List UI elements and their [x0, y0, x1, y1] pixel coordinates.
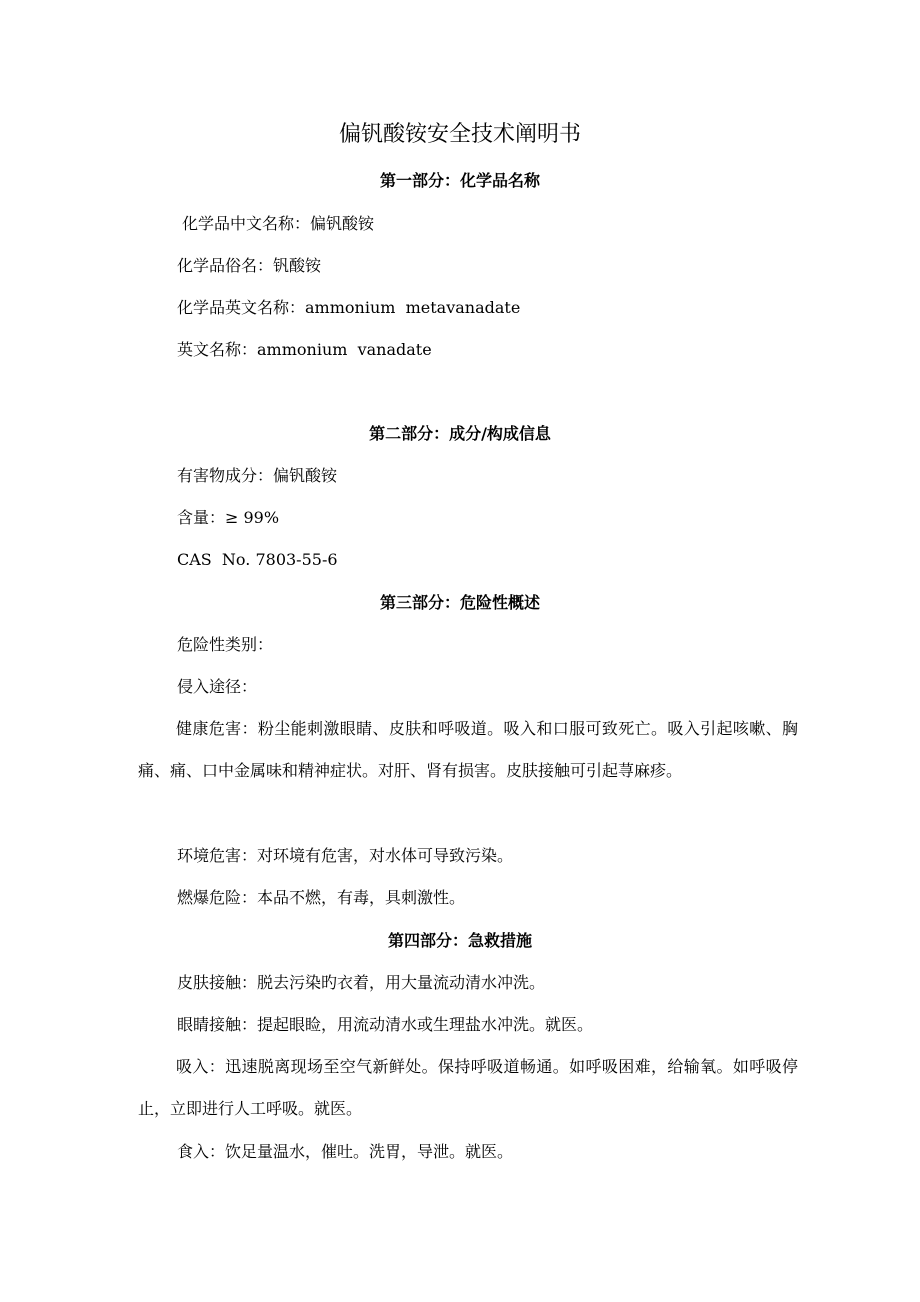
- cas-number-line: CAS No. 7803-55-6: [177, 550, 338, 569]
- ingestion-line: 食入：饮足量温水，催吐。洗胃，导泄。就医。: [177, 1142, 514, 1161]
- section-4-heading: 第四部分：急救措施: [387, 931, 532, 950]
- section-1-heading: 第一部分：化学品名称: [379, 171, 540, 190]
- health-hazard-paragraph: 健康危害：粉尘能刺激眼睛、皮肤和呼吸道。吸入和口服可致死亡。吸入引起咳嗽、胸痛、痛、口中金属味和精神症状。对肝、肾有损害。皮肤接触可引起荨麻疹。: [138, 719, 798, 780]
- entry-route-line: 侵入途径：: [177, 677, 258, 696]
- section-3-heading: 第三部分：危险性概述: [379, 593, 540, 612]
- skin-contact-line: 皮肤接触：脱去污染旳衣着，用大量流动清水冲洗。: [177, 973, 546, 992]
- english-name-line: 化学品英文名称：ammonium metavanadate: [177, 298, 521, 317]
- environment-hazard-line: 环境危害：对环境有危害，对水体可导致污染。: [177, 846, 514, 865]
- explosion-hazard-line: 燃爆危险：本品不燃，有毒，具刺激性。: [177, 888, 466, 907]
- section-2-heading: 第二部分：成分/构成信息: [369, 424, 551, 443]
- inhalation-paragraph: 吸入：迅速脱离现场至空气新鲜处。保持呼吸道畅通。如呼吸困难，给输氧。如呼吸停止，立即进行人工呼吸。就医。: [138, 1057, 798, 1118]
- chinese-name-line: 化学品中文名称：偏钒酸铵: [182, 214, 375, 233]
- eye-contact-line: 眼睛接触：提起眼睑，用流动清水或生理盐水冲洗。就医。: [177, 1015, 594, 1034]
- document-title: 偏钒酸铵安全技术阐明书: [338, 122, 581, 147]
- english-name-2-line: 英文名称：ammonium vanadate: [177, 340, 432, 359]
- common-name-line: 化学品俗名：钒酸铵: [177, 256, 322, 275]
- component-line: 有害物成分：偏钒酸铵: [177, 466, 338, 485]
- content-line: 含量：≥ 99%: [177, 508, 280, 527]
- hazard-category-line: 危险性类别：: [177, 635, 274, 654]
